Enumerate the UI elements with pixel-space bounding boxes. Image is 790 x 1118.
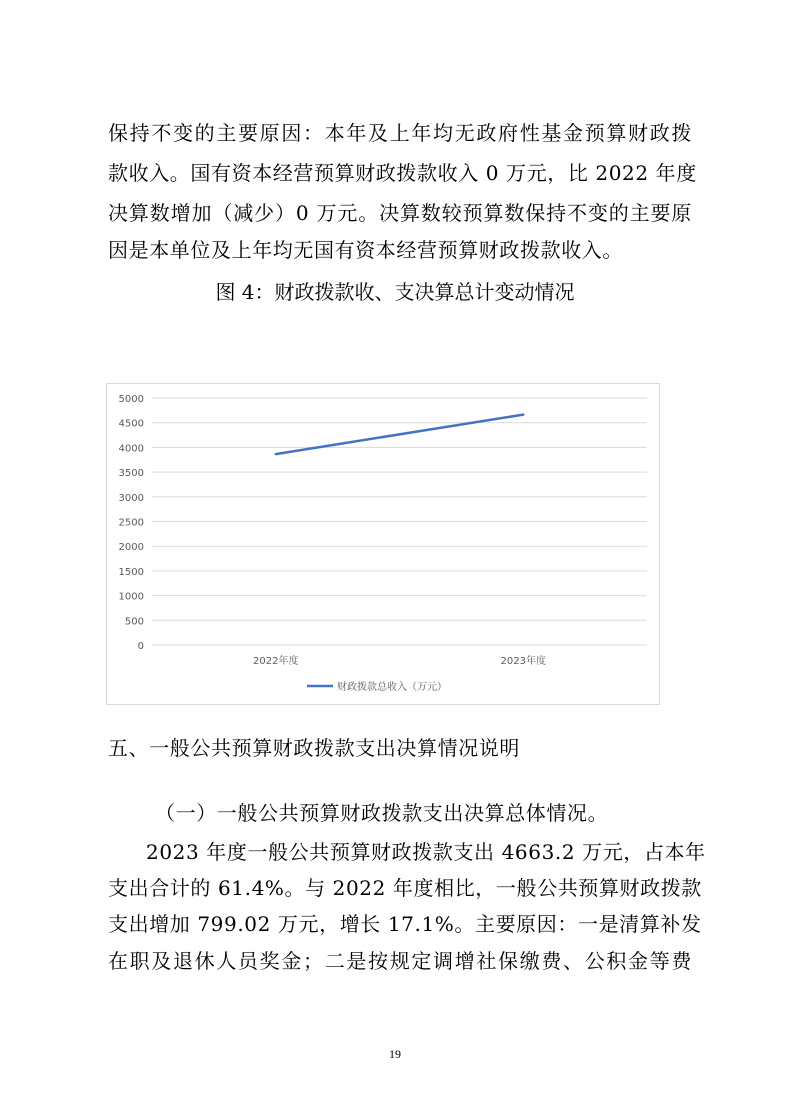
series-line <box>276 415 524 454</box>
x-tick-label: 2022年度 <box>253 656 299 667</box>
y-tick-label: 2500 <box>118 517 144 529</box>
y-tick-label: 2000 <box>118 542 144 554</box>
y-tick-label: 3500 <box>118 468 144 480</box>
paragraph-line: 决算数增加（减少）0 万元。决算数较预算数保持不变的主要原 <box>108 201 692 225</box>
paragraph-line: 款收入。国有资本经营预算财政拨款收入 0 万元，比 2022 年度 <box>108 161 697 185</box>
y-tick-label: 1000 <box>118 591 144 603</box>
y-tick-label: 4000 <box>118 443 144 455</box>
y-tick-label: 0 <box>137 641 144 652</box>
y-tick-label: 1500 <box>118 566 144 578</box>
paragraph-line: 因是本单位及上年均无国有资本经营预算财政拨款收入。 <box>108 238 623 262</box>
sub-heading: （一）一般公共预算财政拨款支出决算总体情况。 <box>155 801 609 825</box>
figure-caption: 图 4：财政拨款收、支决算总计变动情况 <box>215 280 575 304</box>
y-tick-label: 500 <box>124 616 144 628</box>
paragraph-line: 支出合计的 61.4%。与 2022 年度相比，一般公共预算财政拨款 <box>108 876 702 900</box>
page-number: 19 <box>389 1047 401 1061</box>
y-tick-label: 5000 <box>118 394 144 405</box>
paragraph-line: 在职及退休人员奖金；二是按规定调增社保缴费、公积金等费 <box>108 949 692 973</box>
y-tick-label: 4500 <box>118 418 144 430</box>
y-tick-label: 3000 <box>118 492 144 504</box>
line-chart <box>107 384 659 704</box>
paragraph-line: 保持不变的主要原因：本年及上年均无政府性基金预算财政拨 <box>108 121 692 145</box>
paragraph-line: 2023 年度一般公共预算财政拨款支出 4663.2 万元，占本年 <box>146 840 706 864</box>
paragraph-line: 支出增加 799.02 万元，增长 17.1%。主要原因：一是清算补发 <box>108 912 702 936</box>
legend-label: 财政拨款总收入（万元） <box>337 682 447 693</box>
x-tick-label: 2023年度 <box>500 656 546 667</box>
chart-frame <box>106 383 660 705</box>
section-heading: 五、一般公共预算财政拨款支出决算情况说明 <box>108 736 520 760</box>
